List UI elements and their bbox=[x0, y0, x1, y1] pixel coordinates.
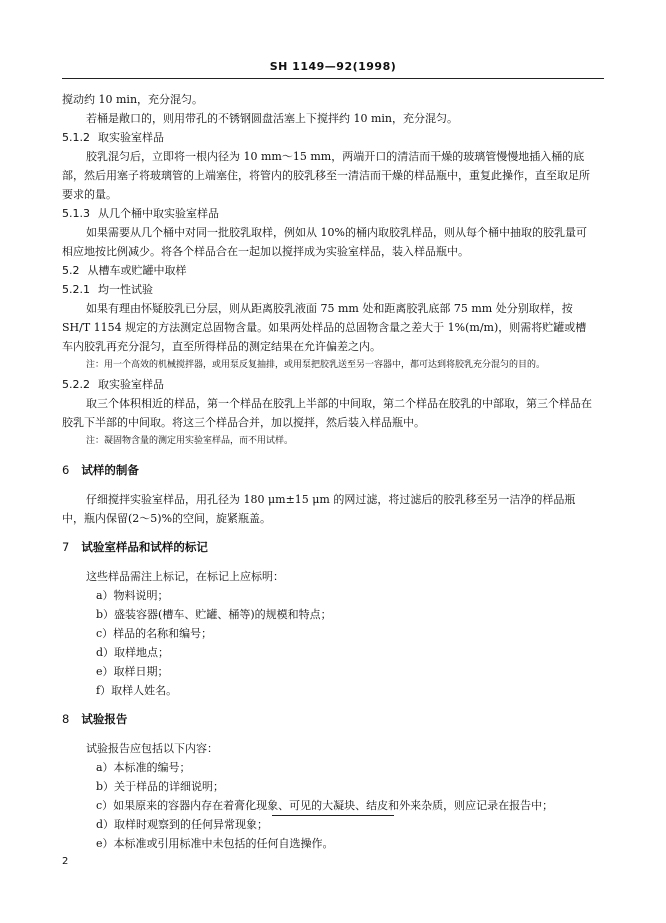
heading-number: 5.2 bbox=[62, 264, 80, 277]
heading-title: 试样的制备 bbox=[81, 463, 139, 477]
list-item: a）物料说明； bbox=[96, 589, 169, 602]
paragraph-bucket: 若桶是敞口的，则用带孔的不锈钢圆盘活塞上下搅拌约 10 min，充分混匀。 bbox=[86, 112, 459, 125]
heading-number: 5.2.2 bbox=[62, 378, 90, 391]
heading-7 bbox=[62, 538, 592, 557]
end-of-document-rule bbox=[272, 815, 394, 816]
heading-number: 6 bbox=[62, 463, 70, 477]
document-body bbox=[62, 90, 592, 853]
heading-5-2-1 bbox=[62, 280, 592, 299]
list-item: c）样品的名称和编号； bbox=[96, 627, 213, 640]
list-item: f）取样人姓名。 bbox=[96, 684, 178, 697]
list-item: e）取样日期； bbox=[96, 665, 169, 678]
page-header: SH 1149—92(1998) bbox=[269, 60, 397, 73]
header-rule bbox=[62, 78, 604, 79]
heading-8 bbox=[62, 710, 592, 729]
paragraph-5-2-1: 如果有理由怀疑胶乳已分层，则从距离胶乳液面 75 mm 处和距离胶乳底部 75 mm 处分别取样，按 SH/T 1154 规定的方法测定总固物含量。如果两处样品的总固物含量之差大于 1%(m/m)，则需将贮罐或槽车内胶乳再充分混匀，直至所得样品的测定结果在允许偏差之内。 bbox=[62, 302, 587, 353]
note-5-2-1: 注：用一个高效的机械搅拌器，或用泵反复抽排，或用泵把胶乳送至另一容器中，都可达到将胶乳充分混匀的目的。 bbox=[86, 360, 546, 370]
list-item: e）本标准或引用标准中未包括的任何自选操作。 bbox=[96, 837, 334, 850]
page-number: 2 bbox=[62, 856, 69, 867]
heading-title: 试验报告 bbox=[81, 712, 128, 726]
list-item: c）如果原来的容器内存在着膏化现象、可见的大凝块、结皮和外来杂质，则应记录在报告中； bbox=[96, 799, 554, 812]
heading-number: 5.1.3 bbox=[62, 207, 90, 220]
paragraph-5-1-2: 胶乳混匀后，立即将一根内径为 10 mm～15 mm，两端开口的清洁而干燥的玻璃管慢慢地插入桶的底部，然后用塞子将玻璃管的上端塞住，将管内的胶乳移至一清洁而干燥的样品瓶中，重复此操作，直至取足所要求的量。 bbox=[62, 150, 590, 201]
paragraph-6: 仔细搅拌实验室样品，用孔径为 180 μm±15 μm 的网过滤，将过滤后的胶乳移至另一洁净的样品瓶中，瓶内保留(2～5)%的空间，旋紧瓶盖。 bbox=[62, 493, 576, 525]
heading-5-2 bbox=[62, 261, 592, 280]
heading-6 bbox=[62, 461, 592, 480]
paragraph-8: 试验报告应包括以下内容： bbox=[86, 742, 218, 755]
heading-title: 试验室样品和试样的标记 bbox=[81, 540, 208, 554]
list-item: d）取样时观察到的任何异常现象； bbox=[96, 818, 269, 831]
heading-5-1-3 bbox=[62, 204, 592, 223]
paragraph-5-1-3: 如果需要从几个桶中对同一批胶乳取样，例如从 10%的桶内取胶乳样品，则从每个桶中抽取的胶乳量可相应地按比例减少。将各个样品合在一起加以搅拌成为实验室样品，装入样品瓶中。 bbox=[62, 226, 587, 258]
note-5-2-2: 注：凝固物含量的测定用实验室样品，而不用试样。 bbox=[86, 436, 294, 446]
heading-number: 5.1.2 bbox=[62, 131, 90, 144]
heading-title: 均一性试验 bbox=[98, 283, 153, 296]
heading-title: 从槽车或贮罐中取样 bbox=[87, 264, 187, 277]
heading-number: 7 bbox=[62, 540, 70, 554]
continuation-line: 搅动约 10 min，充分混匀。 bbox=[62, 93, 204, 106]
heading-title: 从几个桶中取实验室样品 bbox=[98, 207, 219, 220]
heading-number: 8 bbox=[62, 712, 70, 726]
list-item: d）取样地点； bbox=[96, 646, 170, 659]
heading-title: 取实验室样品 bbox=[98, 131, 164, 144]
heading-5-1-2 bbox=[62, 128, 592, 147]
paragraph-5-2-2: 取三个体积相近的样品，第一个样品在胶乳上半部的中间取，第二个样品在胶乳的中部取，第三个样品在胶乳下半部的中间取。将这三个样品合并，加以搅拌，然后装入样品瓶中。 bbox=[62, 397, 592, 429]
heading-title: 取实验室样品 bbox=[98, 378, 164, 391]
heading-number: 5.2.1 bbox=[62, 283, 90, 296]
paragraph-7: 这些样品需注上标记，在标记上应标明： bbox=[86, 570, 284, 583]
list-item: b）关于样品的详细说明； bbox=[96, 780, 225, 793]
list-item: a）本标准的编号； bbox=[96, 761, 191, 774]
list-item: b）盛装容器(槽车、贮罐、桶等)的规模和特点； bbox=[96, 608, 332, 621]
heading-5-2-2 bbox=[62, 375, 592, 394]
